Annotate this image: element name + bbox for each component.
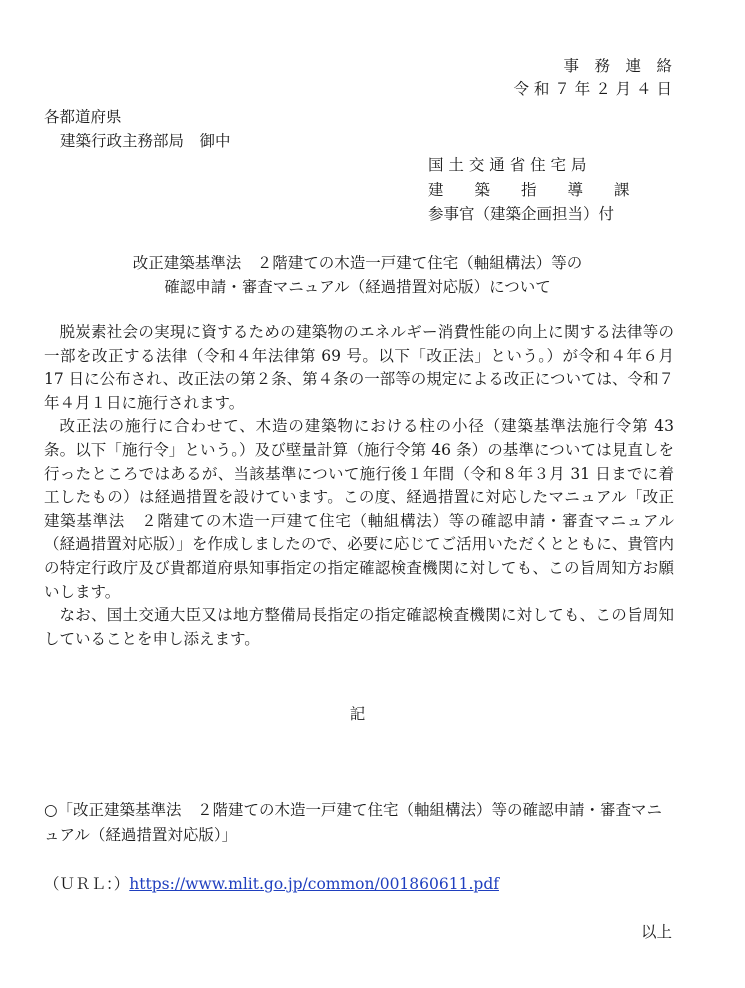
sender-line-3: 参事官（建築企画担当）付: [428, 205, 615, 223]
document-type: 事 務 連 絡: [563, 57, 672, 75]
document-title-line-2: 確認申請・審査マニュアル（経過措置対応版）について: [164, 278, 551, 296]
recipient-line-2: 建築行政主務部局 御中: [60, 132, 231, 150]
document-date: 令 和 ７ 年 ２ 月 ４ 日: [513, 80, 672, 98]
body-paragraph-3: なお、国土交通大臣又は地方整備局長指定の指定確認検査機関に対しても、この旨周知していることを申し添えます。: [44, 606, 674, 648]
document-title-line-1: 改正建築基準法 ２階建ての木造一戸建て住宅（軸組構法）等の: [132, 254, 583, 272]
recipient-line-1: 各都道府県: [44, 108, 122, 126]
manual-item: ○「改正建築基準法 ２階建ての木造一戸建て住宅（軸組構法）等の確認申請・審査マニュアル（経過措置対応版）」: [44, 801, 663, 844]
url-label: （ＵＲＬ：）: [44, 875, 130, 893]
ki-heading: 記: [349, 705, 366, 723]
manual-pdf-link[interactable]: https://www.mlit.go.jp/common/001860611.pdf: [129, 875, 499, 893]
sender-line-1: 国 土 交 通 省 住 宅 局: [428, 156, 587, 174]
sender-line-2: 建 築 指 導 課: [428, 181, 630, 199]
closing-mark: 以上: [640, 923, 672, 941]
url-line: [44, 872, 499, 894]
body-paragraph-2: 改正法の施行に合わせて、木造の建築物における柱の小径（建築基準法施行令第 43 条。以下「施行令」という。）及び壁量計算（施行令第 46 条）の基準については見直しを行ったところではあるが、当該基準について施行後１年間（令和８年３月 31 日までに着工したもの）は経過措置を設けています。この度、経過措置に対応したマニュアル「改正建築基準法 ２階建ての木造一戸建て住宅（軸組構法）等の確認申請・審査マニュアル（経過措置対応版）」を作成しましたので、必要に応じてご活用いただくとともに、貴管内の特定行政庁及び貴都道府県知事指定の指定確認検査機関に対しても、この旨周知方お願いします。: [44, 417, 674, 601]
body-paragraph-1: 脱炭素社会の実現に資するための建築物のエネルギー消費性能の向上に関する法律等の一部を改正する法律（令和４年法律第 69 号。以下「改正法」という。）が令和４年６月 17 日に公布され、改正法の第２条、第４条の一部等の規定による改正については、令和７年４月１日に施行されます。: [44, 323, 674, 412]
body-text: [44, 321, 674, 651]
